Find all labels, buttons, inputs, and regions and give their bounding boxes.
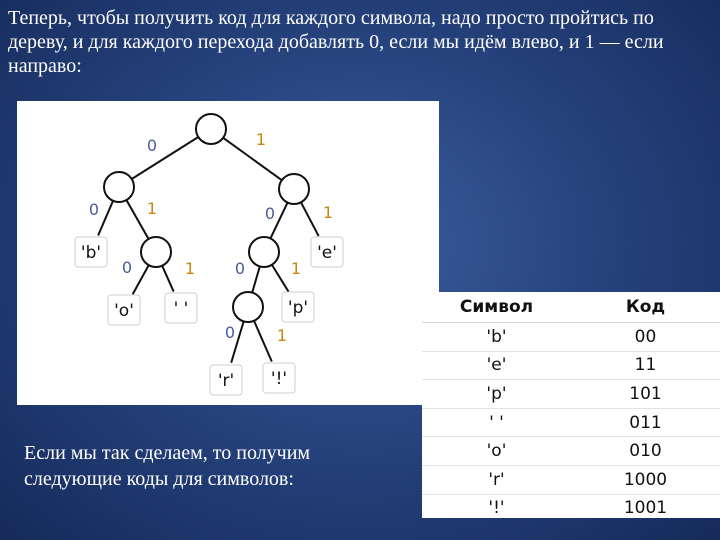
code-cell: 1001	[571, 494, 720, 522]
code-table-header-row	[422, 292, 720, 323]
edge-bit-label: 1	[322, 203, 334, 222]
table-row	[422, 494, 720, 522]
header-code: Код	[571, 292, 720, 323]
code-cell: 1000	[571, 465, 720, 494]
symbol-cell: '!'	[422, 494, 571, 522]
code-cell: 011	[571, 408, 720, 437]
leaf-label: ' '	[173, 299, 189, 319]
tree-edge	[133, 265, 149, 294]
table-row	[422, 465, 720, 494]
leaf-label: 'p'	[287, 298, 309, 318]
symbol-cell: 'b'	[422, 323, 571, 352]
tree-node-circle	[196, 114, 226, 144]
tree-edge	[98, 201, 113, 236]
header-symbol: Символ	[422, 292, 571, 323]
edge-bit-label: 0	[264, 204, 276, 223]
code-table	[422, 292, 720, 522]
tree-node-circle	[104, 172, 134, 202]
edge-bit-label: 0	[234, 259, 246, 278]
tree-edge	[223, 138, 282, 180]
intro-text: Теперь, чтобы получить код для каждого символа, надо просто пройтись по дереву, и для каждого перехода добавлять 0, если мы идём влево, и 1 — если направо:	[8, 7, 664, 77]
symbol-cell: 'p'	[422, 380, 571, 409]
outro-text: Если мы так сделаем, то получим следующие коды для символов:	[24, 442, 311, 490]
table-row	[422, 380, 720, 409]
edge-bit-label: 1	[184, 259, 196, 278]
tree-edge	[301, 202, 319, 236]
huffman-tree-diagram	[17, 101, 439, 405]
edge-bit-label: 1	[276, 326, 288, 345]
table-row	[422, 437, 720, 466]
leaf-label: 'o'	[114, 301, 134, 321]
leaf-label: '!'	[270, 369, 288, 389]
edge-bit-label: 1	[290, 259, 302, 278]
leaf-label: 'e'	[317, 243, 337, 263]
tree-node-circle	[233, 292, 263, 322]
code-cell: 101	[571, 380, 720, 409]
edge-bit-label: 0	[88, 200, 100, 219]
table-row	[422, 351, 720, 380]
symbol-cell: ' '	[422, 408, 571, 437]
tree-edge	[272, 265, 289, 292]
tree-edge	[254, 321, 272, 362]
edge-bit-label: 1	[146, 199, 158, 218]
edge-bit-label: 0	[146, 136, 158, 155]
symbol-cell: 'o'	[422, 437, 571, 466]
tree-edge	[132, 137, 199, 179]
leaf-label: 'r'	[217, 371, 235, 391]
tree-node-circle	[141, 237, 171, 267]
huffman-tree-panel	[17, 101, 439, 405]
edge-bit-label: 0	[121, 258, 133, 277]
tree-node-circle	[249, 237, 279, 267]
table-row	[422, 323, 720, 352]
tree-edge	[252, 266, 260, 292]
tree-node-circle	[279, 174, 309, 204]
edge-bit-label: 1	[255, 130, 267, 149]
leaf-label: 'b'	[80, 243, 102, 263]
table-row	[422, 408, 720, 437]
code-cell: 11	[571, 351, 720, 380]
symbol-cell: 'e'	[422, 351, 571, 380]
edge-bit-label: 0	[224, 323, 236, 342]
code-cell: 00	[571, 323, 720, 352]
tree-edge	[126, 200, 148, 239]
code-cell: 010	[571, 437, 720, 466]
tree-edge	[162, 266, 174, 292]
code-table-panel	[422, 292, 720, 518]
symbol-cell: 'r'	[422, 465, 571, 494]
